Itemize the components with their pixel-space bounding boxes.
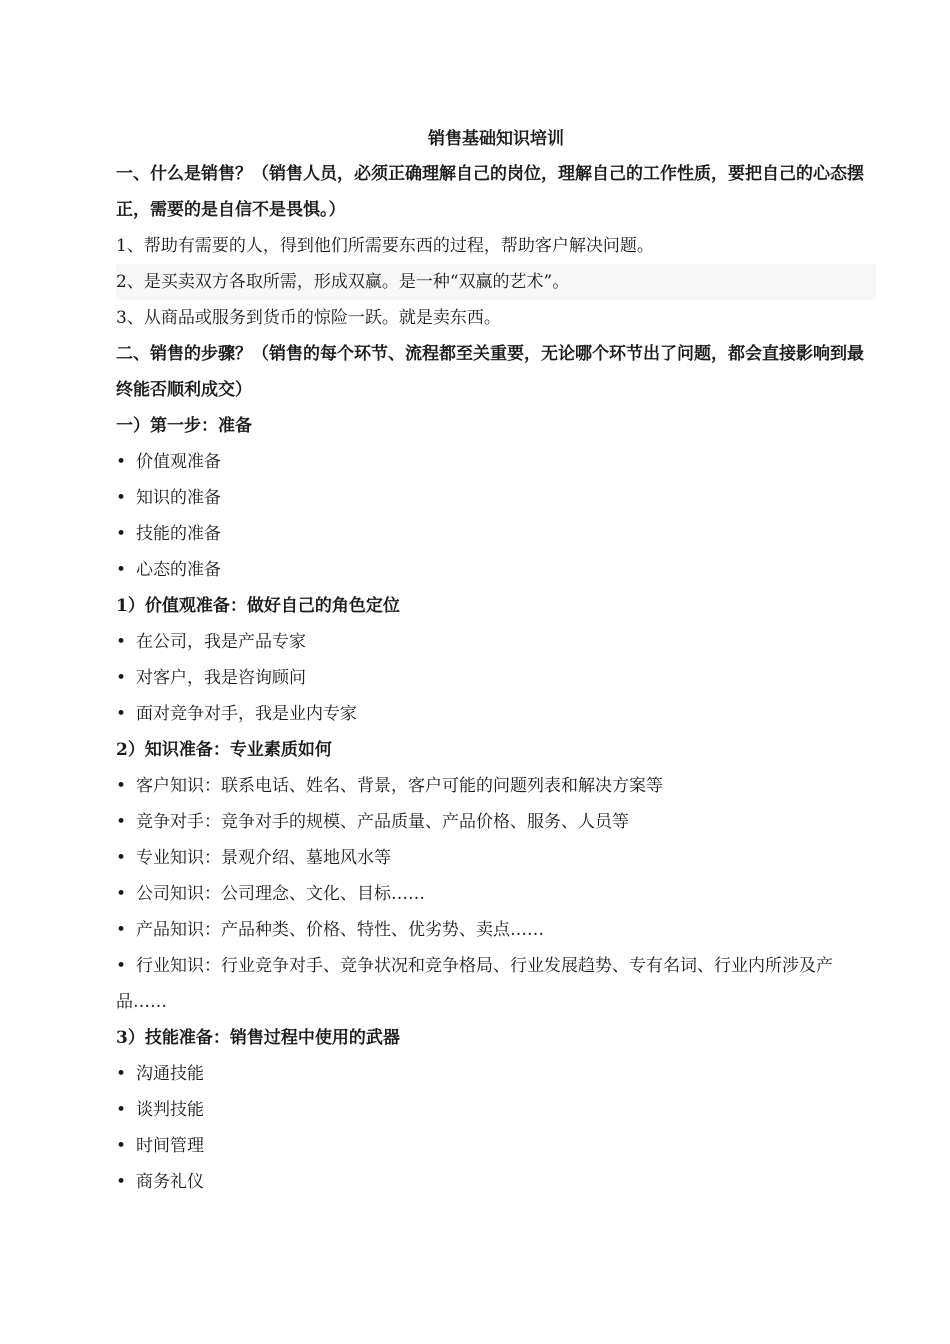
bullet-icon: • xyxy=(116,920,127,940)
line-text: 竞争对手：竞争对手的规模、产品质量、产品价格、服务、人员等 xyxy=(136,812,629,832)
line-text: 心态的准备 xyxy=(136,560,221,580)
bullet-item xyxy=(116,840,876,876)
line-text: 谈判技能 xyxy=(136,1100,204,1120)
bullet-icon: • xyxy=(116,488,127,508)
line-text: 客户知识：联系电话、姓名、背景，客户可能的问题列表和解决方案等 xyxy=(136,776,663,796)
line-text: 2）知识准备：专业素质如何 xyxy=(116,740,332,760)
bullet-icon: • xyxy=(116,560,127,580)
line-text: 公司知识：公司理念、文化、目标…… xyxy=(136,884,425,904)
section-heading xyxy=(116,1020,876,1056)
document-title: 销售基础知识培训 xyxy=(428,129,564,149)
line-text: 商务礼仪 xyxy=(136,1172,204,1192)
line-text: 二、销售的步骤？（销售的每个环节、流程都至关重要，无论哪个环节出了问题，都会直接影响到最终能否顺利成交） xyxy=(116,344,864,400)
line-text: 一）第一步：准备 xyxy=(116,416,252,436)
bullet-icon: • xyxy=(116,524,127,544)
line-text: 行业知识：行业竞争对手、竞争状况和竞争格局、行业发展趋势、专有名词、行业内所涉及产品…… xyxy=(116,956,833,1012)
line-text: 知识的准备 xyxy=(136,488,221,508)
bullet-icon: • xyxy=(116,884,127,904)
section-heading xyxy=(116,732,876,768)
bullet-icon: • xyxy=(116,632,127,652)
bullet-item xyxy=(116,480,876,516)
bullet-icon: • xyxy=(116,1172,127,1192)
bullet-item xyxy=(116,1056,876,1092)
line-text: 专业知识：景观介绍、墓地风水等 xyxy=(136,848,391,868)
paragraph xyxy=(116,300,876,336)
bullet-item xyxy=(116,1128,876,1164)
bullet-item xyxy=(116,624,876,660)
bullet-item xyxy=(116,1092,876,1128)
bullet-icon: • xyxy=(116,1064,127,1084)
section-heading xyxy=(116,408,876,444)
bullet-icon: • xyxy=(116,668,127,688)
bullet-icon: • xyxy=(116,1136,127,1156)
section-heading xyxy=(116,336,876,408)
bullet-item xyxy=(116,804,876,840)
line-text: 一、什么是销售？（销售人员，必须正确理解自己的岗位，理解自己的工作性质，要把自己的心态摆正，需要的是自信不是畏惧。） xyxy=(116,164,864,220)
section-heading xyxy=(116,156,876,228)
line-text: 在公司，我是产品专家 xyxy=(136,632,306,652)
document-body xyxy=(116,122,876,1200)
bullet-item xyxy=(116,1164,876,1200)
line-text: 产品知识：产品种类、价格、特性、优劣势、卖点…… xyxy=(136,920,544,940)
line-text: 1、帮助有需要的人，得到他们所需要东西的过程，帮助客户解决问题。 xyxy=(116,236,654,256)
bullet-icon: • xyxy=(116,1100,127,1120)
paragraph xyxy=(116,264,876,300)
section-heading xyxy=(116,588,876,624)
line-text: 2、是买卖双方各取所需，形成双赢。是一种“双赢的艺术”。 xyxy=(116,272,570,292)
bullet-item xyxy=(116,660,876,696)
line-text: 技能的准备 xyxy=(136,524,221,544)
bullet-item xyxy=(116,552,876,588)
line-text: 价值观准备 xyxy=(136,452,221,472)
document-lines xyxy=(116,156,876,1200)
bullet-icon: • xyxy=(116,776,127,796)
line-text: 沟通技能 xyxy=(136,1064,204,1084)
line-text: 对客户，我是咨询顾问 xyxy=(136,668,306,688)
bullet-item xyxy=(116,948,876,1020)
bullet-item xyxy=(116,696,876,732)
bullet-icon: • xyxy=(116,812,127,832)
bullet-icon: • xyxy=(116,956,127,976)
bullet-item xyxy=(116,444,876,480)
line-text: 面对竞争对手，我是业内专家 xyxy=(136,704,357,724)
paragraph xyxy=(116,228,876,264)
line-text: 时间管理 xyxy=(136,1136,204,1156)
bullet-item xyxy=(116,876,876,912)
bullet-icon: • xyxy=(116,704,127,724)
line-text: 3）技能准备：销售过程中使用的武器 xyxy=(116,1028,400,1048)
bullet-item xyxy=(116,768,876,804)
line-text: 3、从商品或服务到货币的惊险一跃。就是卖东西。 xyxy=(116,308,501,328)
bullet-icon: • xyxy=(116,452,127,472)
bullet-icon: • xyxy=(116,848,127,868)
bullet-item xyxy=(116,912,876,948)
line-text: 1）价值观准备：做好自己的角色定位 xyxy=(116,596,400,616)
bullet-item xyxy=(116,516,876,552)
